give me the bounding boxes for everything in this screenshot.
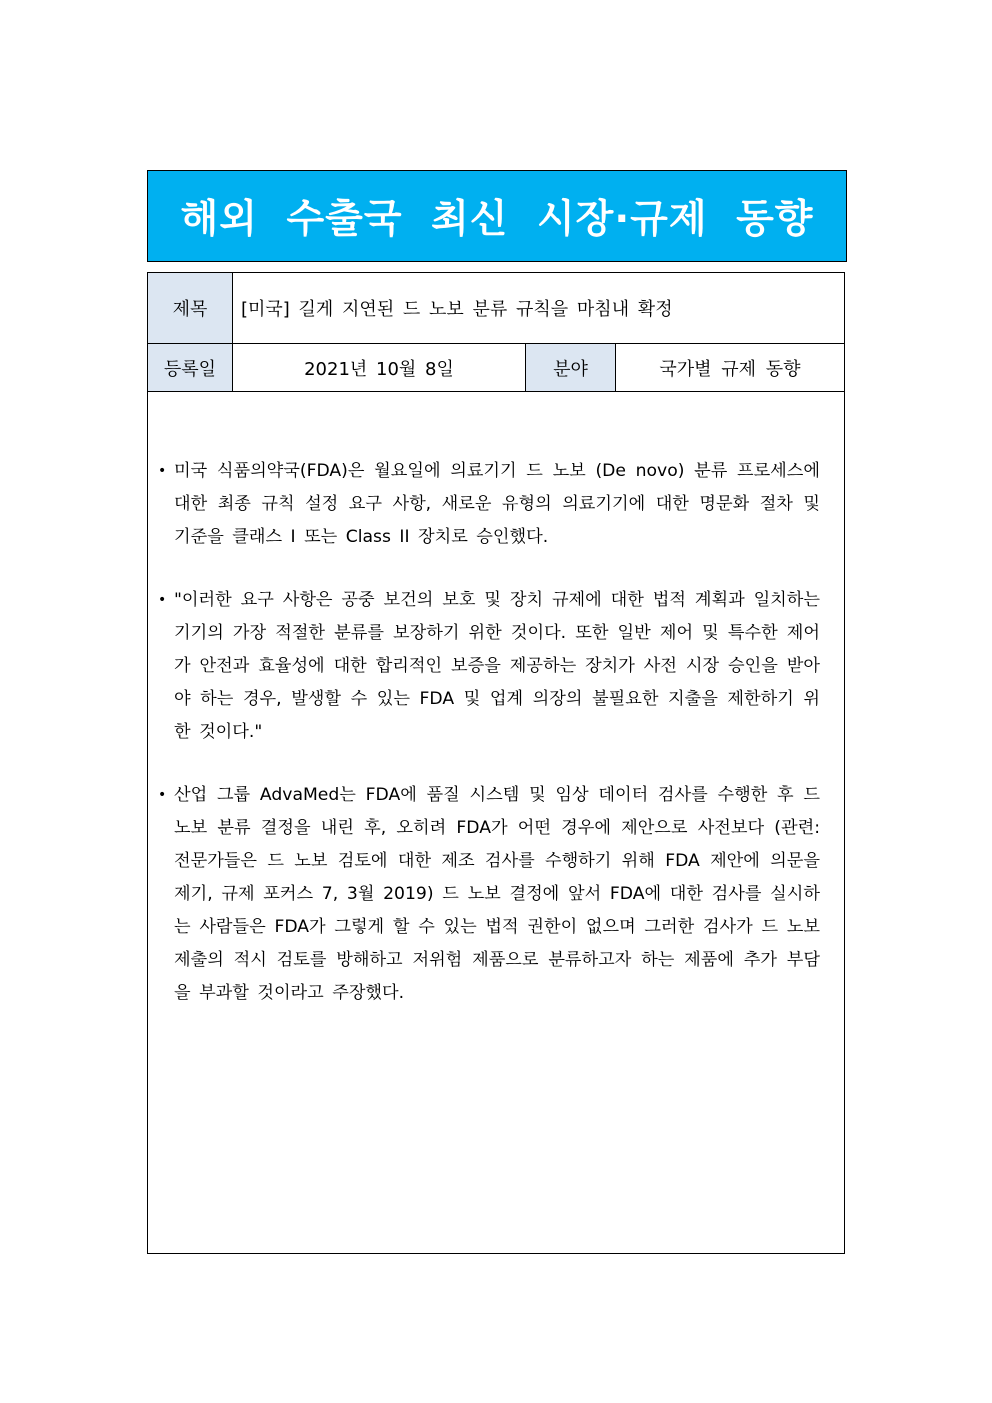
meta-row <box>148 344 844 392</box>
date-value: 2021년 10월 8일 <box>233 344 526 391</box>
banner-title: 해외 수출국 최신 시장·규제 동향 <box>180 197 814 242</box>
bullet-paragraph <box>158 455 820 554</box>
bullet-icon: • <box>158 592 167 608</box>
title-row <box>148 273 844 344</box>
document-table <box>147 272 845 1254</box>
paragraph-text: 산업 그룹 AdvaMed는 FDA에 품질 시스템 및 임상 데이터 검사를 수행한 후 드 노보 분류 결정을 내린 후, 오히려 FDA가 어떤 경우에 제안으로 사전보다 (관련: 전문가들은 드 노보 검토에 대한 제조 검사를 수행하기 위해 FDA 제안에 의문을 제기, 규제 포커스 7, 3월 2019) 드 노보 결정에 앞서 FDA에 대한 검사를 실시하는 사람들은 FDA가 그렇게 할 수 있는 법적 권한이 없으며 그러한 검사가 드 노보 제출의 적시 검토를 방해하고 저위험 제품으로 분류하고자 하는 제품에 추가 부담을 부과할 것이라고 주장했다. <box>174 785 820 1003</box>
bullet-paragraph <box>158 584 820 749</box>
category-value: 국가별 규제 동향 <box>659 358 801 380</box>
paragraph-text: "이러한 요구 사항은 공중 보건의 보호 및 장치 규제에 대한 법적 계획과 일치하는 기기의 가장 적절한 분류를 보장하기 위한 것이다. 또한 일반 제어 및 특수한 제어가 안전과 효율성에 대한 합리적인 보증을 제공하는 장치가 사전 시장 승인을 받아야 하는 경우, 발생할 수 있는 FDA 및 업계 의장의 불필요한 지출을 제한하기 위한 것이다." <box>174 590 820 742</box>
category-label: 분야 <box>526 344 616 391</box>
paragraph-text: 미국 식품의약국(FDA)은 월요일에 의료기기 드 노보 (De novo) 분류 프로세스에 대한 최종 규칙 설정 요구 사항, 새로운 유형의 의료기기에 대한 명문화 절차 및 기준을 클래스 I 또는 Class II 장치로 승인했다. <box>174 461 820 547</box>
bullet-icon: • <box>158 787 167 803</box>
date-label: 등록일 <box>148 344 233 391</box>
title-label: 제목 <box>148 273 233 343</box>
bullet-paragraph <box>158 779 820 1010</box>
content-body <box>148 393 844 1040</box>
title-value: [미국] 길게 지연된 드 노보 분류 규칙을 마침내 확정 <box>241 299 673 320</box>
bullet-icon: • <box>158 463 167 479</box>
page-banner <box>147 170 847 262</box>
